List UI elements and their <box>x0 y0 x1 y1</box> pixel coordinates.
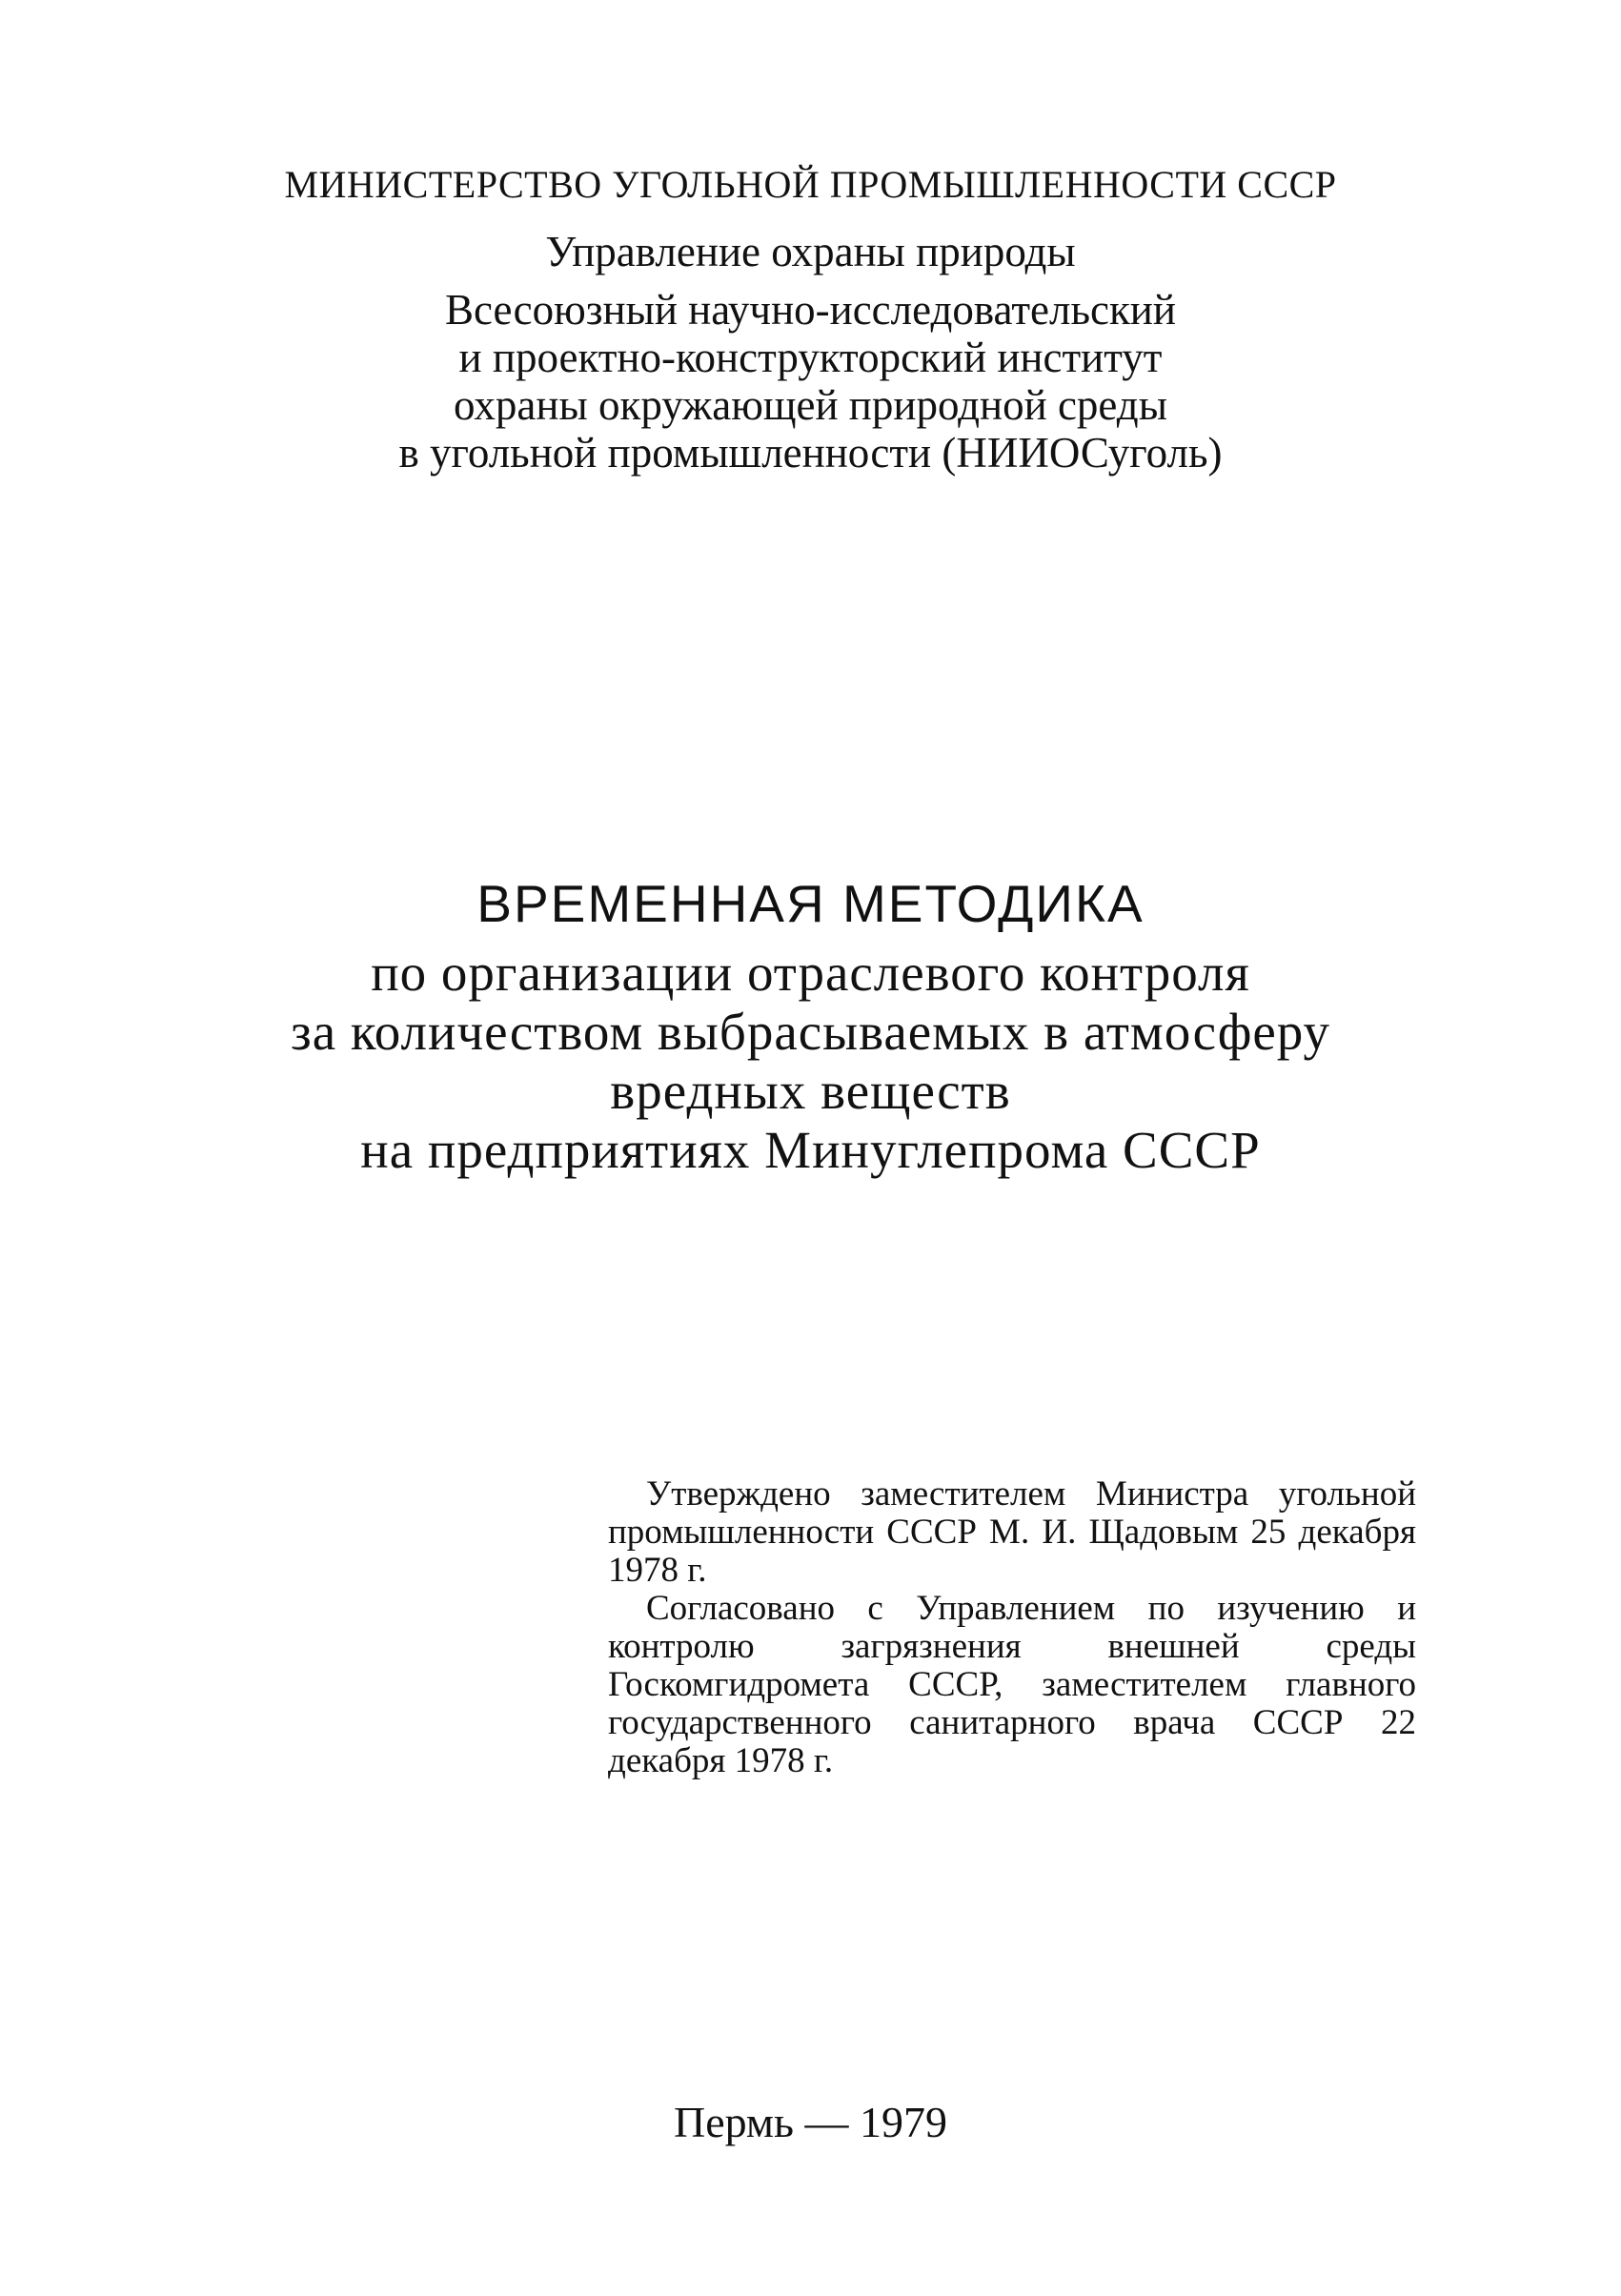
subtitle-line: за количеством выбрасываемых в атмосферу <box>290 1003 1331 1061</box>
institute-name <box>0 286 1621 477</box>
institute-line: в угольной промышленности (НИИОСуголь) <box>398 429 1223 477</box>
subtitle-line: на предприятиях Минуглепрома СССР <box>360 1121 1261 1179</box>
subtitle-line: по организации отраслевого контроля <box>371 944 1250 1002</box>
document-title: ВРЕМЕННАЯ МЕТОДИКА <box>476 874 1145 933</box>
institute-line: и проектно-конструкторский институт <box>458 334 1163 381</box>
document-subtitle <box>0 944 1621 1180</box>
place-and-year: Пермь — 1979 <box>673 2098 948 2146</box>
institute-line: охраны окружающей природной среды <box>454 381 1167 429</box>
directorate-name: Управление охраны природы <box>545 228 1076 275</box>
approval-block <box>608 1475 1416 1780</box>
subtitle-line: вредных веществ <box>610 1062 1011 1120</box>
ministry-name: МИНИСТЕРСТВО УГОЛЬНОЙ ПРОМЫШЛЕННОСТИ СССР <box>284 163 1337 206</box>
institute-line: Всесоюзный научно-исследовательский <box>445 286 1176 334</box>
approval-statement: Утверждено заместителем Министра угольной промышленности СССР М. И. Щадовым 25 декабря 1978 г. <box>608 1474 1416 1590</box>
agreement-statement: Согласовано с Управлением по изучению и контролю загрязнения внешней среды Госкомгидромета СССР, заместителем главного государственного санитарного врача СССР 22 декабря 1978 г. <box>608 1589 1416 1780</box>
